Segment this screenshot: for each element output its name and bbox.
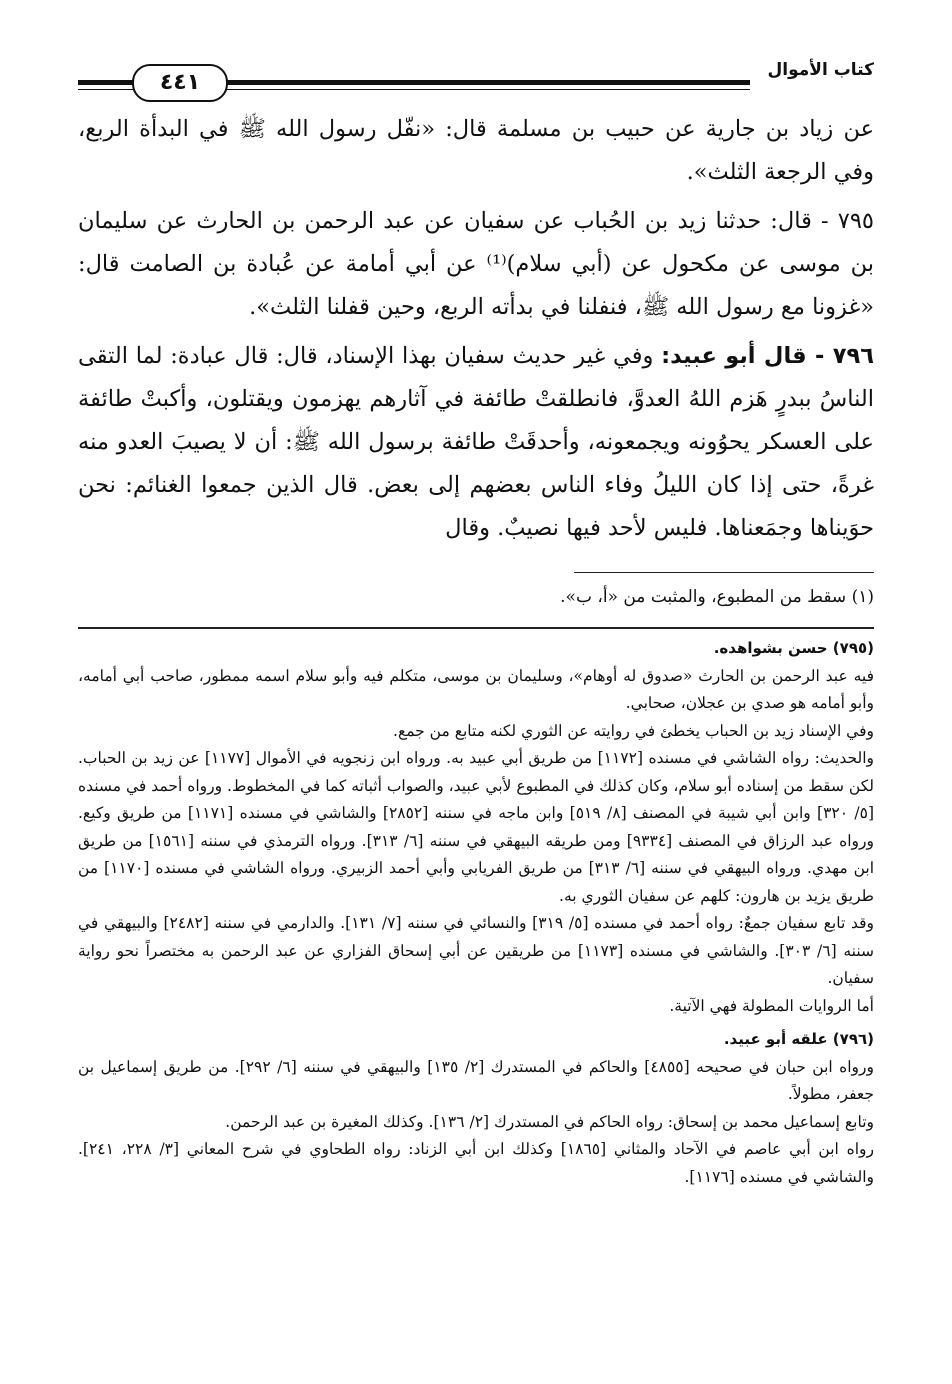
commentary-795-heading: (٧٩٥) حسن بشواهده. xyxy=(713,639,874,657)
paragraph-1: عن زياد بن جارية عن حبيب بن مسلمة قال: «نفّل رسول الله ﷺ في البدأة الربع، وفي الرجعة الثلث». xyxy=(78,116,874,185)
page-number: ٤٤١ xyxy=(132,64,228,102)
paragraph-796-lead: ٧٩٦ - قال أبو عبيد: xyxy=(661,343,874,369)
commentary-795-line: فيه عبد الرحمن بن الحارث «صدوق له أوهام»، وسليمان بن موسى، متكلم فيه وأبو سلام اسمه ممطور، صاحب أبي أمامه، وأبو أمامه هو صدي بن عجلان، صحابي. xyxy=(78,666,874,712)
footnote: (١) سقط من المطبوع، والمثبت من «أ، ب». xyxy=(560,587,874,607)
commentary-795-line: وفي الإسناد زيد بن الحباب يخطئ في روايته عن الثوري لكنه متابع من جمع. xyxy=(393,721,874,740)
commentary-796-line: وتابع إسماعيل محمد بن إسحاق: رواه الحاكم في المستدرك [٢/ ١٣٦]. وكذلك المغيرة بن عبد الرحمن. xyxy=(225,1112,874,1131)
commentary-795-line: والحديث: رواه الشاشي في مسنده [١١٧٢] من طريق أبي عبيد به. ورواه ابن زنجويه في الأموال [١١٧٧] عن زيد بن الحباب. لكن سقط من إسناده أبو سلام، وكان كذلك في المطبوع لأبي عبيد، والصواب أثباته كما في المخطوط. ورواه أحمد في مسنده [٥/ ٣٢٠] وابن أبي شيبة في المصنف [٨/ ٥١٩] وابن ماجه في سننه [٢٨٥٢] والشاشي في مسنده [١١٧١] من طريق وكيع. ورواه عبد الرزاق في المصنف [٩٣٣٤] ومن طريقه البيهقي في سننه [٦/ ٣١٣]. ورواه الترمذي في سننه [١٥٦١] من طريق ابن مهدي. ورواه البيهقي في سننه [٦/ ٣١٣] من طريق الفريابي وأبي أحمد الزبيري. ورواه الشاشي في مسنده [١١٧٠] من طريق يزيد بن هارون: كلهم عن سفيان الثوري به. xyxy=(78,749,875,905)
paragraph-796 xyxy=(78,335,874,550)
main-text xyxy=(78,108,874,550)
commentary-796-line: ورواه ابن حبان في صحيحه [٤٨٥٥] والحاكم في المستدرك [٢/ ١٣٥] والبيهقي في سننه [٦/ ٢٩٢]. من طريق إسماعيل بن جعفر، مطولاً. xyxy=(78,1057,875,1103)
book-title: كتاب الأموال xyxy=(767,60,874,80)
page-header xyxy=(78,50,874,108)
commentary-795-line: وقد تابع سفيان جمعٌ: رواه أحمد في مسنده [٥/ ٣١٩] والنسائي في سننه [٧/ ١٣١]. والدارمي في سننه [٢٤٨٢] والبيهقي في سننه [٦/ ٣٠٣]. والشاشي في مسنده [١١٧٣] من طريقين عن أبي إسحاق الفزاري عن عبد الرحمن به مختصراً نحو رواية سفيان. xyxy=(78,914,874,987)
page xyxy=(78,50,874,1191)
footnote-divider xyxy=(574,572,874,573)
commentary xyxy=(78,635,874,1191)
paragraph-796-body: وفي غير حديث سفيان بهذا الإسناد، قال: قال عبادة: لما التقى الناسُ ببدرٍ هَزم اللهُ العدوَّ، فانطلقتْ طائفة في آثارهم يهزمون ويقتلون، وأكبتْ طائفة على العسكر يحوُونه ويجمعونه، وأحدقَتْ طائفة برسول الله ﷺ: أن لا يصيبَ العدو منه غرةً، حتى إذا كان الليلُ وفاء الناس بعضهم إلى بعض. قال الذين جمعوا الغنائم: نحن حوَيناها وجمَعناها. فليس لأحد فيها نصيبٌ. وقال xyxy=(78,343,875,541)
commentary-divider xyxy=(78,627,874,629)
commentary-795-line: أما الروايات المطولة فهي الآتية. xyxy=(669,996,874,1015)
commentary-796-heading: (٧٩٦) علقه أبو عبيد. xyxy=(723,1030,874,1048)
commentary-796-line: رواه ابن أبي عاصم في الآحاد والمثاني [١٨٦٥] وكذلك ابن أبي الزناد: رواه الطحاوي في شرح المعاني [٣/ ٢٢٨، ٢٤١]. والشاشي في مسنده [١١٧٦]. xyxy=(78,1140,874,1186)
paragraph-795: ٧٩٥ - قال: حدثنا زيد بن الحُباب عن سفيان عن عبد الرحمن بن الحارث عن سليمان بن موسى عن مكحول عن (أبي سلام)⁽¹⁾ عن أبي أمامة عن عُبادة بن الصامت قال: «غزونا مع رسول الله ﷺ، فنفلنا في بدأته الربع، وحين قفلنا الثلث». xyxy=(78,208,874,320)
